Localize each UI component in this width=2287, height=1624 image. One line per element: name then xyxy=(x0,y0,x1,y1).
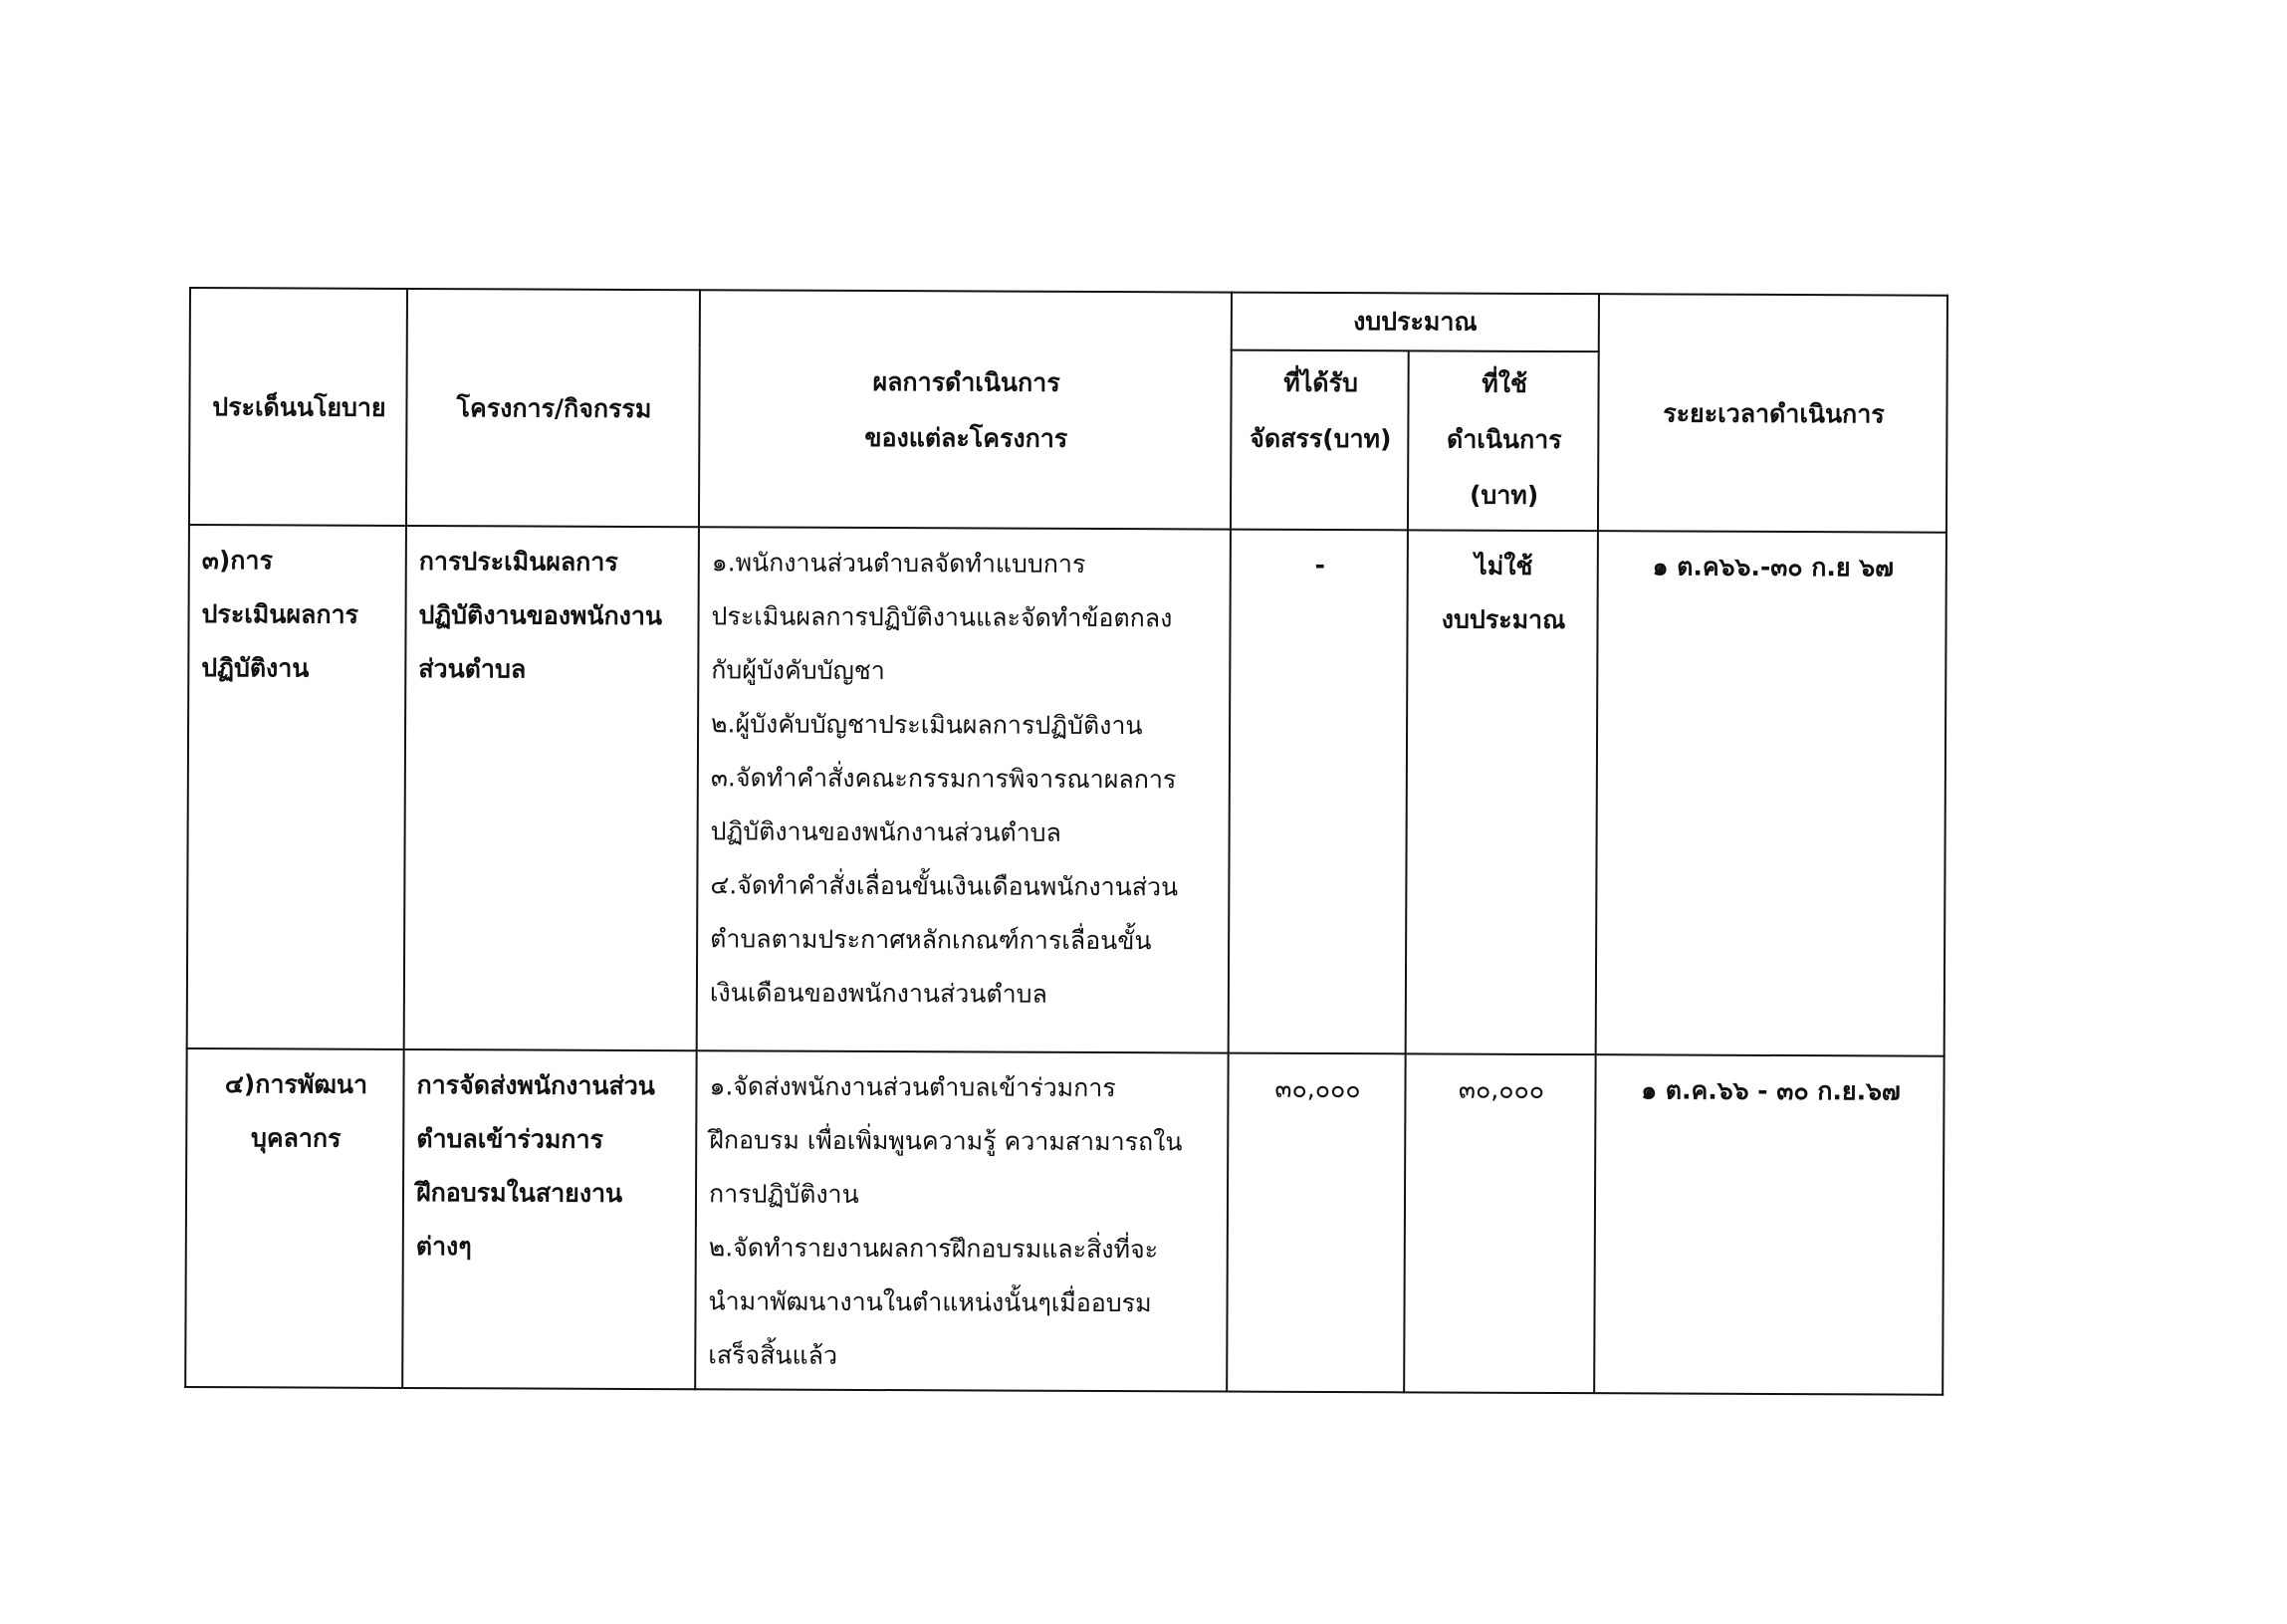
results-cell: ๑.จัดส่งพนักงานส่วนตำบลเข้าร่วมการ ฝึกอบรม เพื่อเพิ่มพูนความรู้ ความสามารถใน การปฏิบัติงาน ๒.จัดทำรายงานผลการฝึกอบรมและสิ่งที่จะ นำมาพัฒนางานในตำแหน่งนั้นๆเมื่ออบรม เสร็จสิ้นแล้ว xyxy=(695,1050,1228,1391)
allocated-cell: - xyxy=(1229,530,1408,1054)
allocated-cell: ๓๐,๐๐๐ xyxy=(1227,1053,1405,1393)
header-results: ผลการดำเนินการ ของแต่ละโครงการ xyxy=(699,290,1232,529)
policy-cell: ๓)การ ประเมินผลการ ปฏิบัติงาน xyxy=(187,525,406,1049)
project-cell: การประเมินผลการ ปฏิบัติงานของพนักงาน ส่วนตำบล xyxy=(404,526,699,1050)
project-cell: การจัดส่งพนักงานส่วน ตำบลเข้าร่วมการ ฝึกอบรมในสายงาน ต่างๆ xyxy=(402,1049,696,1389)
header-row-1 xyxy=(190,288,1947,353)
table-row xyxy=(185,1048,1944,1395)
policy-results-table xyxy=(184,287,1948,1396)
results-cell: ๑.พนักงานส่วนตำบลจัดทำแบบการ ประเมินผลการปฏิบัติงานและจัดทำข้อตกลง กับผู้บังคับบัญชา ๒.ผู้บังคับบัญชาประเมินผลการปฏิบัติงาน ๓.จัดทำคำสั่งคณะกรรมการพิจารณาผลการ ปฏิบัติงานของพนักงานส่วนตำบล ๔.จัดทำคำสั่งเลื่อนขั้นเงินเดือนพนักงานส่วน ตำบลตามประกาศหลักเกณฑ์การเลื่อนขั้น เงินเดือนของพนักงานส่วนตำบล xyxy=(697,527,1231,1052)
header-project: โครงการ/กิจกรรม xyxy=(406,289,700,527)
policy-cell: ๔)การพัฒนา บุคลากร xyxy=(185,1048,403,1388)
header-allocated: ที่ได้รับ จัดสรร(บาท) xyxy=(1231,350,1409,531)
period-cell: ๑ ต.ค.๖๖ - ๓๐ ก.ย.๖๗ xyxy=(1594,1054,1944,1395)
header-policy: ประเด็นนโยบาย xyxy=(189,288,407,526)
header-budget: งบประมาณ xyxy=(1232,293,1599,352)
period-cell: ๑ ต.ค๖๖.-๓๐ ก.ย ๖๗ xyxy=(1596,531,1946,1056)
used-cell: ไม่ใช้ งบประมาณ xyxy=(1406,530,1598,1054)
header-period: ระยะเวลาดำเนินการ xyxy=(1598,294,1947,533)
used-cell: ๓๐,๐๐๐ xyxy=(1404,1053,1595,1393)
header-used: ที่ใช้ ดำเนินการ (บาท) xyxy=(1408,350,1599,531)
table-row xyxy=(187,525,1946,1056)
